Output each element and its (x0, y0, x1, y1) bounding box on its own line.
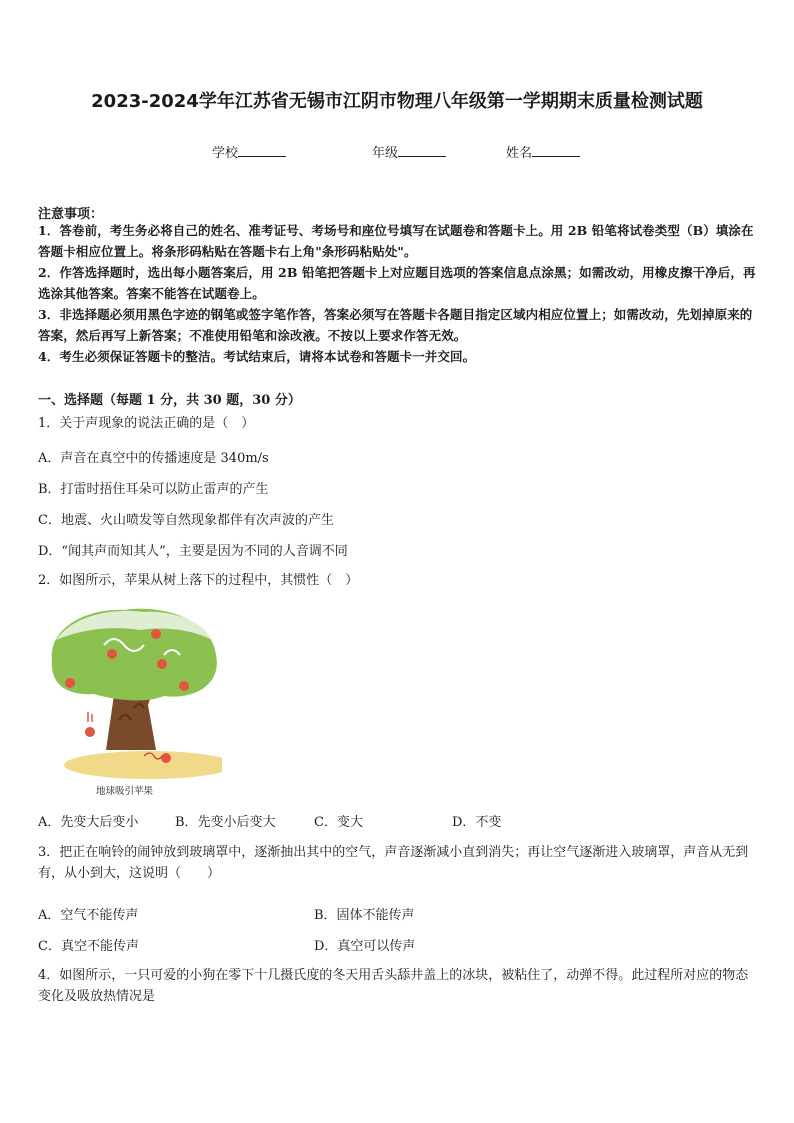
apple (157, 659, 167, 669)
notice-item: 2．作答选择题时，选出每小题答案后，用 2B 铅笔把答题卡上对应题目选项的答案信息点涂黑；如需改动，用橡皮擦干净后，再选涂其他答案。答案不能答在试题卷上。 (38, 265, 756, 301)
question-1-stem: 1．关于声现象的说法正确的是（ ） (38, 416, 255, 431)
grade-field (372, 142, 446, 161)
question-2-option-a: A．先变大后变小 (38, 815, 139, 830)
question-3-option-b: B．固体不能传声 (314, 908, 415, 923)
question-2-option-c: C．变大 (314, 815, 363, 830)
school-label: 学校 (212, 146, 239, 161)
grade-label: 年级 (372, 146, 399, 161)
page-title: 2023-2024学年江苏省无锡市江阴市物理八年级第一学期期末质量检测试题 (91, 91, 703, 112)
question-3-stem: 3．把正在响铃的闹钟放到玻璃罩中，逐渐抽出其中的空气，声音逐渐减小直到消失；再让空气逐渐进入玻璃罩，声音从无到有，从小到大，这说明（ ） (38, 845, 749, 881)
notice-heading: 注意事项： (38, 207, 104, 222)
name-label: 姓名 (506, 146, 533, 161)
name-blank[interactable] (532, 144, 580, 157)
question-2-option-d: D．不变 (452, 815, 502, 830)
school-blank[interactable] (238, 144, 286, 157)
apple-tree-illustration (44, 600, 222, 782)
notice-item: 1．答卷前，考生务必将自己的姓名、准考证号、考场号和座位号填写在试题卷和答题卡上。用 2B 铅笔将试卷类型（B）填涂在答题卡相应位置上。将条形码粘贴在答题卡右上角"条形码粘贴处"。 (38, 223, 754, 259)
question-3-option-c: C．真空不能传声 (38, 939, 139, 954)
question-2-option-b: B．先变小后变大 (175, 815, 276, 830)
notice-item: 3．非选择题必须用黑色字迹的钢笔或签字笔作答，答案必须写在答题卡各题目指定区域内相应位置上；如需改动，先划掉原来的答案，然后再写上新答案；不准使用铅笔和涂改液。不按以上要求作答无效。 (38, 307, 753, 343)
falling-apple (85, 727, 95, 737)
question-1-option-a: A．声音在真空中的传播速度是 340m/s (38, 451, 269, 466)
apple (179, 681, 189, 691)
question-1-option-d: D．“闻其声而知其人”，主要是因为不同的人音调不同 (38, 544, 348, 559)
apple (151, 629, 161, 639)
school-field (212, 142, 286, 161)
apple (107, 649, 117, 659)
apple (65, 678, 75, 688)
question-1-option-b: B．打雷时捂住耳朵可以防止雷声的产生 (38, 482, 269, 497)
question-2-stem: 2．如图所示，苹果从树上落下的过程中，其惯性（ ） (38, 573, 359, 588)
question-3-option-a: A．空气不能传声 (38, 908, 139, 923)
section-heading: 一、选择题（每题 1 分，共 30 题，30 分） (38, 393, 301, 408)
fallen-apple (161, 753, 171, 763)
question-1-option-c: C．地震、火山喷发等自然现象都伴有次声波的产生 (38, 513, 334, 528)
grade-blank[interactable] (398, 144, 446, 157)
notice-item: 4．考生必须保证答题卡的整洁。考试结束后，请将本试卷和答题卡一并交回。 (38, 349, 476, 364)
figure-caption: 地球吸引苹果 (96, 786, 154, 797)
name-field (506, 142, 580, 161)
question-4-stem: 4．如图所示，一只可爱的小狗在零下十几摄氏度的冬天用舌头舔井盖上的冰块，被粘住了，动弹不得。此过程所对应的物态变化及吸放热情况是 (38, 968, 749, 1004)
question-3-option-d: D．真空可以传声 (314, 939, 416, 954)
ground-patch (64, 751, 222, 779)
